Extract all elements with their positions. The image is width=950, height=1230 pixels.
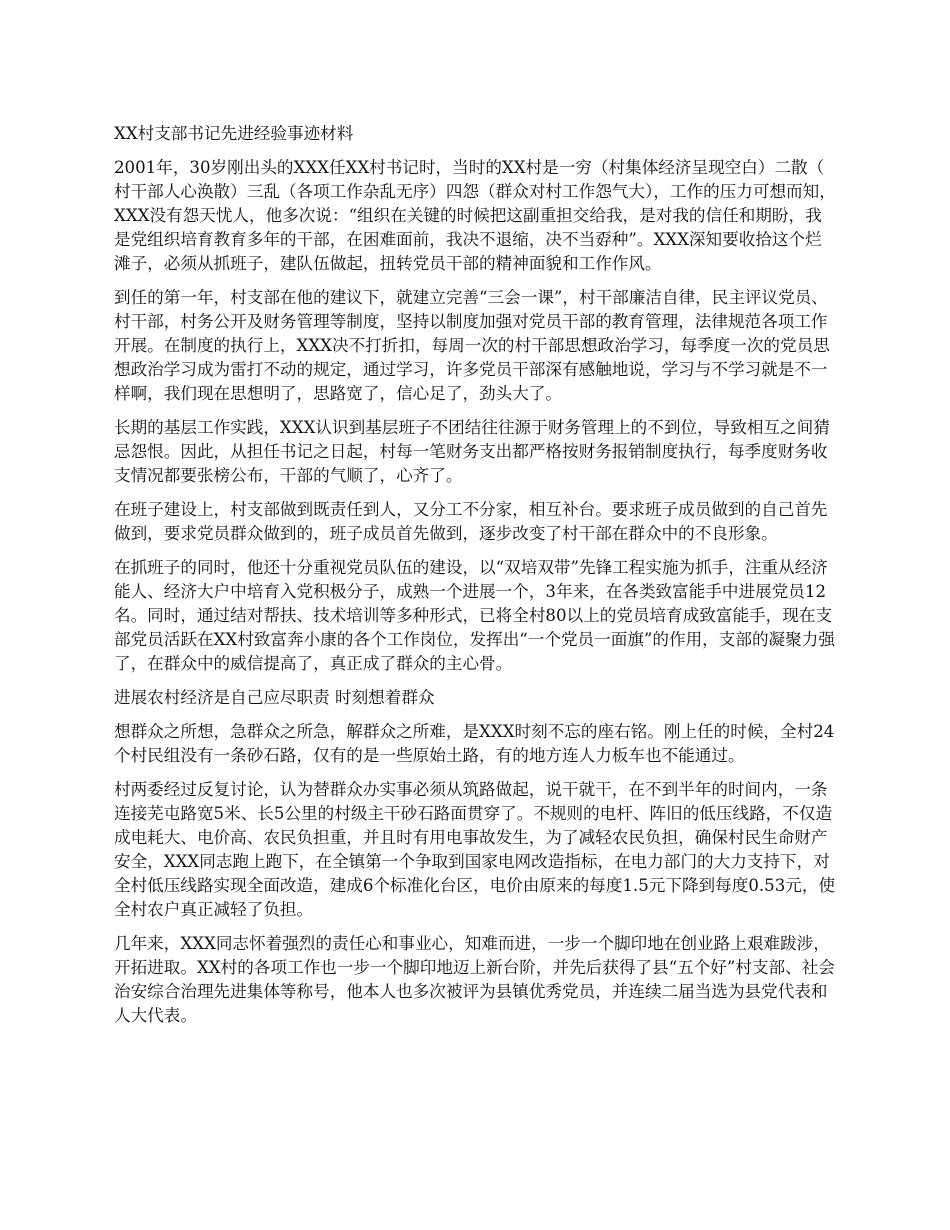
document-page [114,122,838,1038]
paragraph-team-building: 在班子建设上，村支部做到既责任到人，又分工不分家，相互补台。要求班子成员做到的自己首先做到，要求党员群众做到的，班子成员首先做到，逐步改变了村干部在群众中的不良形象。 [114,500,828,543]
paragraph-appointment: 2001年，30岁刚出头的XXX任XX村书记时，当时的XX村是一穷（村集体经济呈现空白）二散（村干部人心涣散）三乱（各项工作杂乱无序）四怨（群众对村工作怨气大），工作的压力可想而知，XXX没有怨天忧人，他多次说：“组织在关键的时候把这副重担交给我，是对我的信任和期盼，我是党组织培育教育多年的干部，在困难面前，我决不退缩，决不当孬种”。XXX深知要收拾这个烂滩子，必须从抓班子，建队伍做起，扭转党员干部的精神面貌和工作作风。 [114,158,836,273]
paragraph-first-year: 到任的第一年，村支部在他的建议下，就建立完善“三会一课”，村干部廉洁自律，民主评议党员、村干部，村务公开及财务管理等制度，坚持以制度加强对党员干部的教育管理，法律规范各项工作开展。在制度的执行上，XXX决不打折扣，每周一次的村干部思想政治学习，每季度一次的党员思想政治学习成为雷打不动的规定，通过学习，许多党员干部深有感触地说，学习与不学习就是不一样啊，我们现在思想明了，思路宽了，信心足了，劲头大了。 [114,288,830,403]
paragraph-motto: 想群众之所想，急群众之所急，解群众之所难，是XXX时刻不忘的座右铭。刚上任的时候，全村24个村民组没有一条砂石路，仅有的是一些原始土路，有的地方连人力板车也不能通过。 [114,722,835,765]
paragraph-party-members: 在抓班子的同时，他还十分重视党员队伍的建设，以“双培双带”先锋工程实施为抓手，注重从经济能人、经济大户中培育入党积极分子，成熟一个进展一个，3年来，在各类致富能手中进展党员12名。同时，通过结对帮扶、技术培训等多种形式，已将全村80以上的党员培育成致富能手，现在支部党员活跃在XX村致富奔小康的各个工作岗位，发挥出“一个党员一面旗”的作用，支部的凝聚力强了，在群众中的威信提高了，真正成了群众的主心骨。 [114,558,835,673]
document-title: XX村支部书记先进经验事迹材料 [114,124,354,143]
section-subheading: 进展农村经济是自己应尽职责 时刻想着群众 [114,688,435,707]
paragraph-finance: 长期的基层工作实践，XXX认识到基层班子不团结往往源于财务管理上的不到位，导致相互之间猜忌怨恨。因此，从担任书记之日起，村每一笔财务支出都严格按财务报销制度执行，每季度财务收支情况都要张榜公布，干部的气顺了，心齐了。 [114,418,830,485]
paragraph-achievements: 几年来，XXX同志怀着强烈的责任心和事业心，知难而进，一步一个脚印地在创业路上艰难跋涉，开拓进取。XX村的各项工作也一步一个脚印地迈上新台阶，并先后获得了县“五个好”村支部、社会治安综合治理先进集体等称号，他本人也多次被评为县镇优秀党员，并连续二届当选为县党代表和人大代表。 [114,934,835,1025]
paragraph-roads-power: 村两委经过反复讨论，认为替群众办实事必须从筑路做起，说干就干，在不到半年的时间内，一条连接芜屯路宽5米、长5公里的村级主干砂石路面贯穿了。不规则的电杆、阵旧的低压线路，不仅造成电耗大、电价高、农民负担重，并且时有用电事故发生，为了减轻农民负担，确保村民生命财产安全，XXX同志跑上跑下，在全镇第一个争取到国家电网改造指标，在电力部门的大力支持下，对全村低压线路实现全面改造，建成6个标准化台区，电价由原来的每度1.5元下降到每度0.53元，使全村农户真正减轻了负担。 [114,780,836,919]
